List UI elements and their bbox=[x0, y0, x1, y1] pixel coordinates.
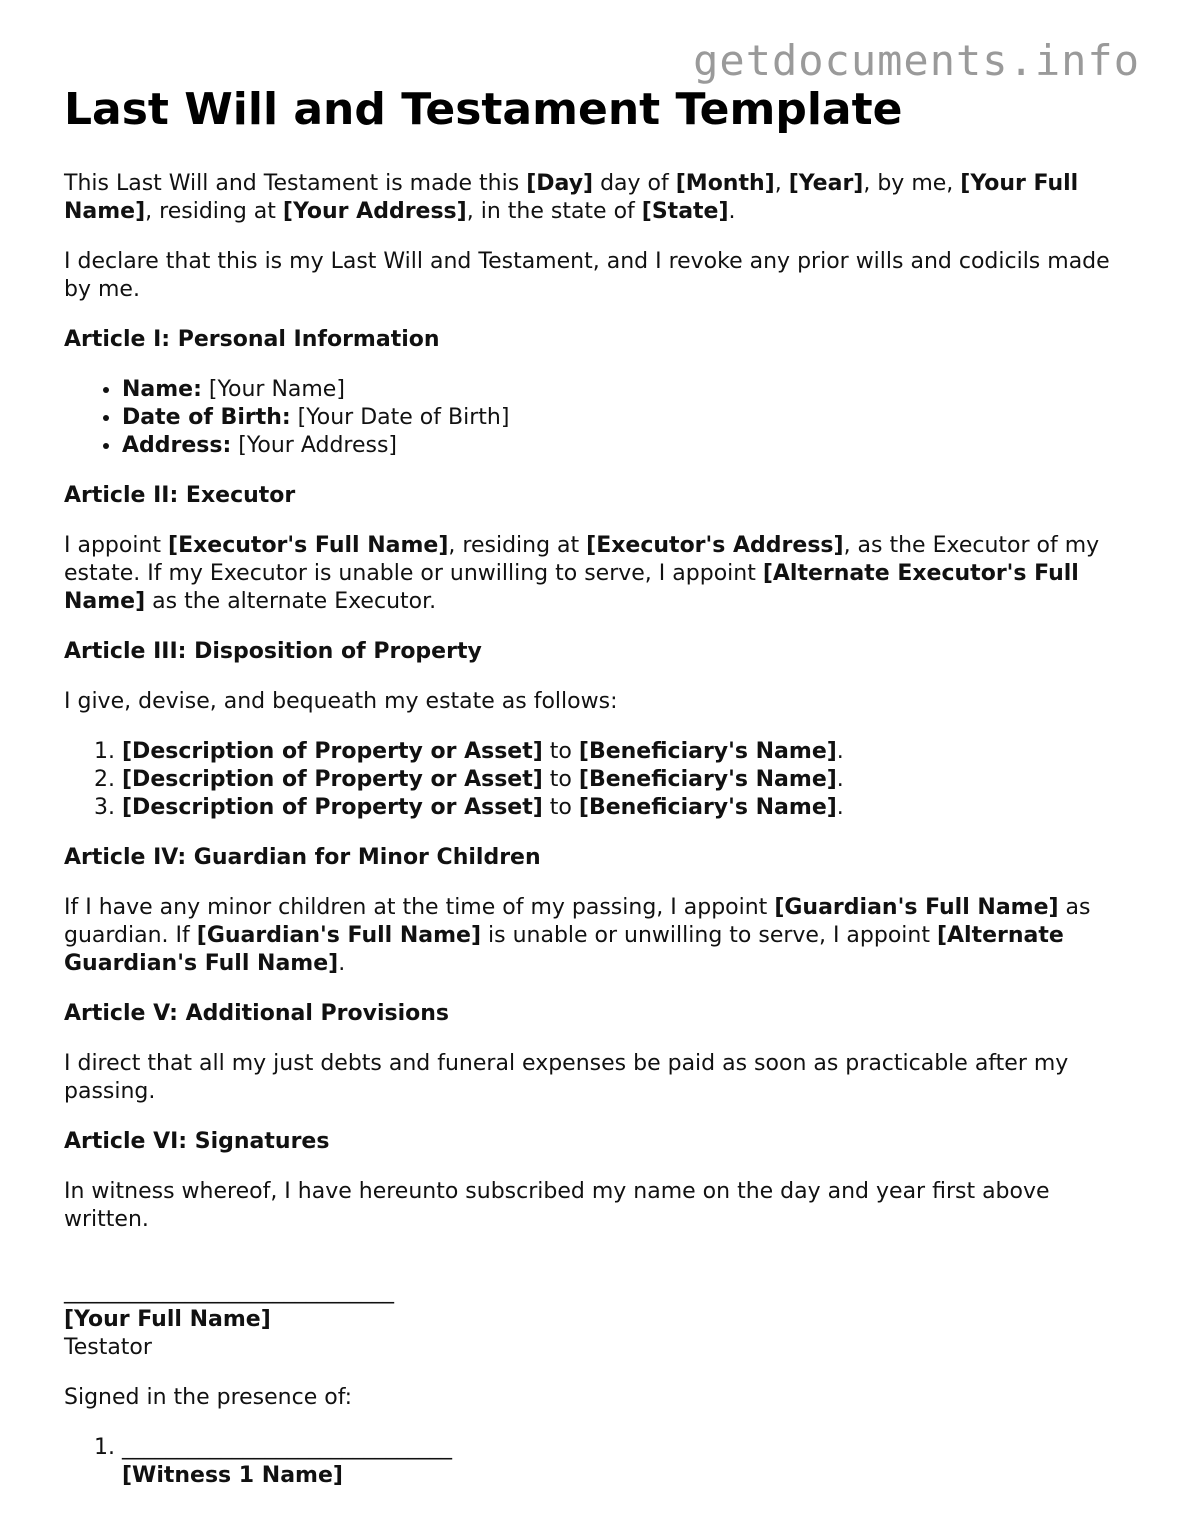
item-value: [Your Address] bbox=[231, 433, 398, 458]
bequest-list bbox=[64, 738, 1124, 822]
intro-state: [State] bbox=[641, 199, 729, 224]
intro-text: , in the state of bbox=[466, 199, 642, 224]
witness-list bbox=[64, 1434, 1124, 1490]
intro-year: [Year] bbox=[788, 171, 864, 196]
declaration-paragraph: I declare that this is my Last Will and Testament, and I revoke any prior wills and codicils made by me. bbox=[64, 249, 1110, 302]
document-title: Last Will and Testament Template bbox=[64, 84, 903, 135]
intro-paragraph bbox=[64, 170, 1124, 226]
witness-signature-line: 1. ______________________________ bbox=[122, 1435, 452, 1460]
asset-description: [Description of Property or Asset] bbox=[122, 739, 543, 764]
guardian-name: [Guardian's Full Name] bbox=[774, 895, 1059, 920]
list-item bbox=[122, 738, 1124, 766]
intro-text: , residing at bbox=[145, 199, 283, 224]
list-item bbox=[122, 766, 1124, 794]
beneficiary-name: [Beneficiary's Name] bbox=[578, 767, 837, 792]
intro-text: This Last Will and Testament is made this bbox=[64, 171, 527, 196]
to-text: to bbox=[542, 739, 579, 764]
intro-month: [Month] bbox=[675, 171, 775, 196]
article-6-heading: Article VI: Signatures bbox=[64, 1129, 330, 1154]
intro-text: . bbox=[728, 199, 736, 224]
disposition-intro: I give, devise, and bequeath my estate as follows: bbox=[64, 689, 618, 714]
alternate-guardian-name: [Alternate Guardian's Full Name] bbox=[64, 923, 1064, 976]
executor-text: as the alternate Executor. bbox=[145, 589, 437, 614]
guardian-paragraph bbox=[64, 894, 1124, 978]
testator-name: [Your Full Name] bbox=[64, 1307, 271, 1332]
intro-text: day of bbox=[593, 171, 676, 196]
alternate-executor-name: [Alternate Executor's Full Name] bbox=[64, 561, 1079, 614]
witness-name: [Witness 1 Name] bbox=[122, 1463, 343, 1488]
intro-text: , bbox=[774, 171, 789, 196]
article-5-heading: Article V: Additional Provisions bbox=[64, 1001, 450, 1026]
intro-name: [Your Full Name] bbox=[64, 171, 1079, 224]
item-value: [Your Name] bbox=[201, 377, 345, 402]
executor-paragraph bbox=[64, 532, 1124, 616]
item-label: Name: bbox=[122, 377, 202, 402]
to-text: to bbox=[542, 767, 579, 792]
executor-name: [Executor's Full Name] bbox=[168, 533, 449, 558]
end-text: . bbox=[836, 739, 844, 764]
guardian-name: [Guardian's Full Name] bbox=[196, 923, 482, 948]
to-text: to bbox=[542, 795, 579, 820]
list-item bbox=[122, 794, 1124, 822]
executor-text: , residing at bbox=[448, 533, 587, 558]
testator-role: Testator bbox=[64, 1335, 152, 1360]
executor-text: , as the Executor of my estate. If my Executor is unable or unwilling to serve, I appoint bbox=[64, 533, 1100, 586]
list-item bbox=[122, 404, 1124, 432]
testator-signature-block bbox=[64, 1278, 1124, 1362]
article-4-heading: Article IV: Guardian for Minor Children bbox=[64, 845, 541, 870]
asset-description: [Description of Property or Asset] bbox=[122, 795, 543, 820]
list-item bbox=[122, 432, 1124, 460]
article-1-heading: Article I: Personal Information bbox=[64, 327, 440, 352]
end-text: . bbox=[836, 767, 844, 792]
beneficiary-name: [Beneficiary's Name] bbox=[578, 795, 837, 820]
document-page bbox=[64, 80, 1124, 1512]
article-2-heading: Article II: Executor bbox=[64, 483, 296, 508]
guardian-text: as guardian. If bbox=[64, 895, 1091, 948]
article-3-heading: Article III: Disposition of Property bbox=[64, 639, 482, 664]
signature-line: ______________________________ bbox=[64, 1279, 394, 1304]
end-text: . bbox=[836, 795, 844, 820]
item-value: [Your Date of Birth] bbox=[290, 405, 510, 430]
item-label: Address: bbox=[122, 433, 232, 458]
item-label: Date of Birth: bbox=[122, 405, 291, 430]
witness-item bbox=[122, 1434, 1124, 1490]
provisions-paragraph: I direct that all my just debts and funeral expenses be paid as soon as practicable after my passing. bbox=[64, 1051, 1069, 1104]
asset-description: [Description of Property or Asset] bbox=[122, 767, 543, 792]
executor-text: I appoint bbox=[64, 533, 169, 558]
beneficiary-name: [Beneficiary's Name] bbox=[578, 739, 837, 764]
guardian-text: . bbox=[338, 951, 346, 976]
guardian-text: If I have any minor children at the time of my passing, I appoint bbox=[64, 895, 775, 920]
intro-text: , by me, bbox=[863, 171, 961, 196]
list-item bbox=[122, 376, 1124, 404]
watermark: getdocuments.info bbox=[693, 36, 1140, 85]
guardian-text: is unable or unwilling to serve, I appoint bbox=[481, 923, 937, 948]
presence-text: Signed in the presence of: bbox=[64, 1385, 353, 1410]
intro-day: [Day] bbox=[526, 171, 594, 196]
witness-whereof-paragraph: In witness whereof, I have hereunto subscribed my name on the day and year first above written. bbox=[64, 1179, 1050, 1232]
executor-address: [Executor's Address] bbox=[586, 533, 844, 558]
personal-info-list bbox=[64, 376, 1124, 460]
intro-address: [Your Address] bbox=[282, 199, 467, 224]
